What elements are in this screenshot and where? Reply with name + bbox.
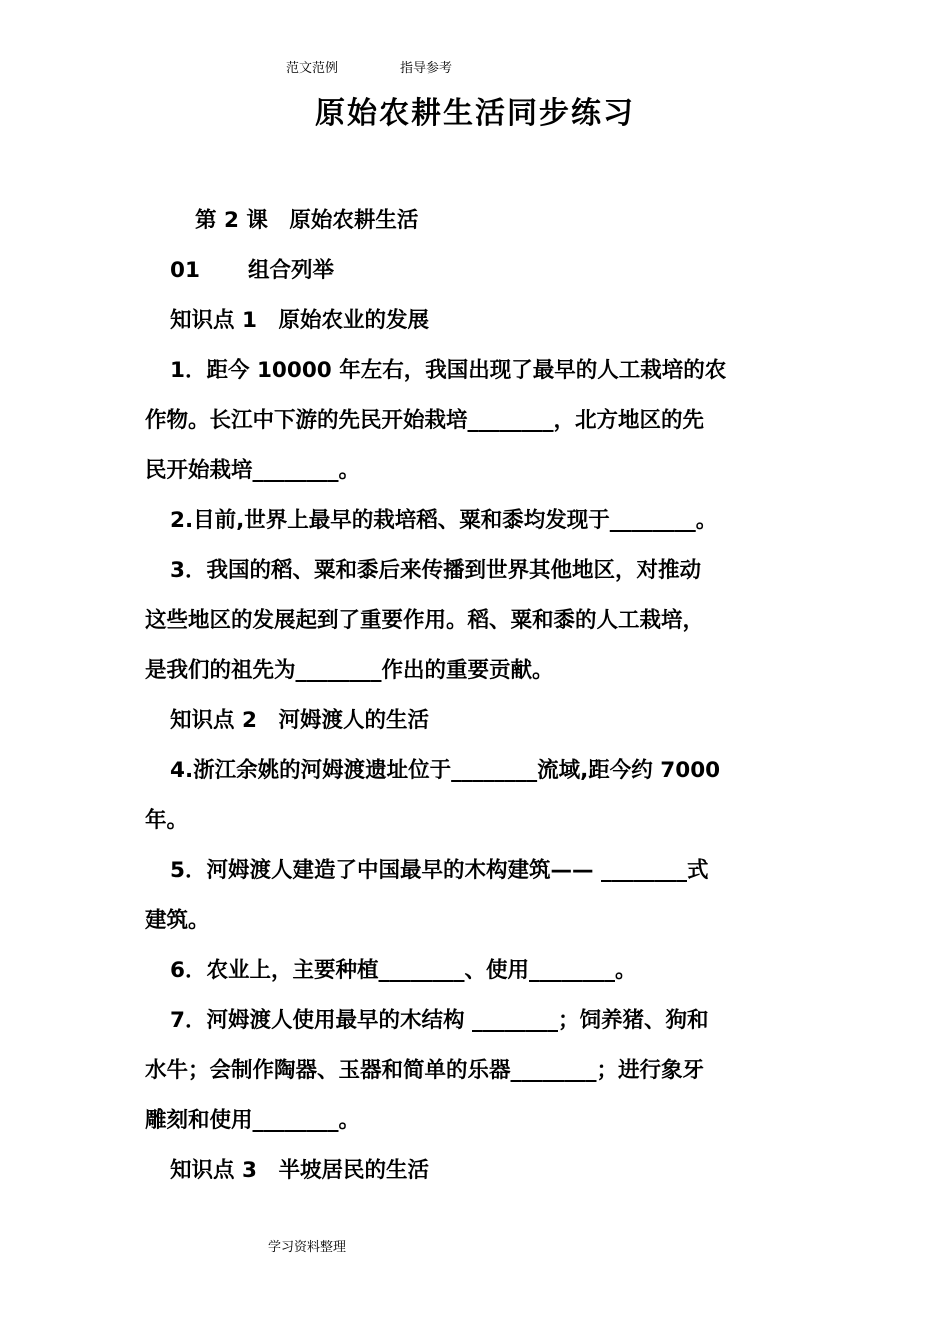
question-4-line-1: 4.浙江余姚的河姆渡遗址位于________流域,距今约 7000: [170, 758, 721, 783]
question-7-line-3: 雕刻和使用________。: [145, 1108, 361, 1133]
section-number: 01: [170, 258, 200, 283]
question-6: 6．农业上，主要种植________、使用________。: [170, 958, 637, 983]
document-title: 原始农耕生活同步练习: [315, 96, 635, 131]
section-heading: [145, 246, 810, 296]
question-1-line-3: 民开始栽培________。: [145, 458, 361, 483]
question-1-line-2: 作物。长江中下游的先民开始栽培________，北方地区的先: [145, 408, 705, 433]
question-3-line-1: 3．我国的稻、粟和黍后来传播到世界其他地区，对推动: [170, 558, 701, 583]
knowledge-point-3: 知识点 3 半坡居民的生活: [170, 1158, 429, 1183]
question-5-line-1: 5．河姆渡人建造了中国最早的木构建筑—— ________式: [170, 858, 709, 883]
knowledge-point-1: 知识点 1 原始农业的发展: [170, 308, 429, 333]
header-right: 指导参考: [400, 61, 453, 76]
section-label: 组合列举: [248, 258, 335, 283]
question-7-line-1: 7．河姆渡人使用最早的木结构 ________；饲养猪、狗和: [170, 1008, 709, 1033]
question-5-line-2: 建筑。: [145, 908, 210, 933]
question-7-line-2: 水牛；会制作陶器、玉器和简单的乐器________；进行象牙: [145, 1058, 705, 1083]
question-2: 2.目前,世界上最早的栽培稻、粟和黍均发现于________。: [170, 508, 718, 533]
page-footer: 学习资料整理: [268, 1240, 347, 1255]
question-3-line-3: 是我们的祖先为________作出的重要贡献。: [145, 658, 554, 683]
knowledge-point-2: 知识点 2 河姆渡人的生活: [170, 708, 429, 733]
question-4-line-2: 年。: [145, 808, 189, 833]
header-left: 范文范例: [286, 61, 339, 76]
document-body: [145, 196, 810, 1196]
question-3-line-2: 这些地区的发展起到了重要作用。稻、粟和黍的人工栽培，: [145, 608, 705, 633]
question-1-line-1: 1．距今 10000 年左右，我国出现了最早的人工栽培的农: [170, 358, 727, 383]
page-header: [286, 57, 452, 76]
lesson-heading: 第 2 课 原始农耕生活: [195, 208, 419, 233]
